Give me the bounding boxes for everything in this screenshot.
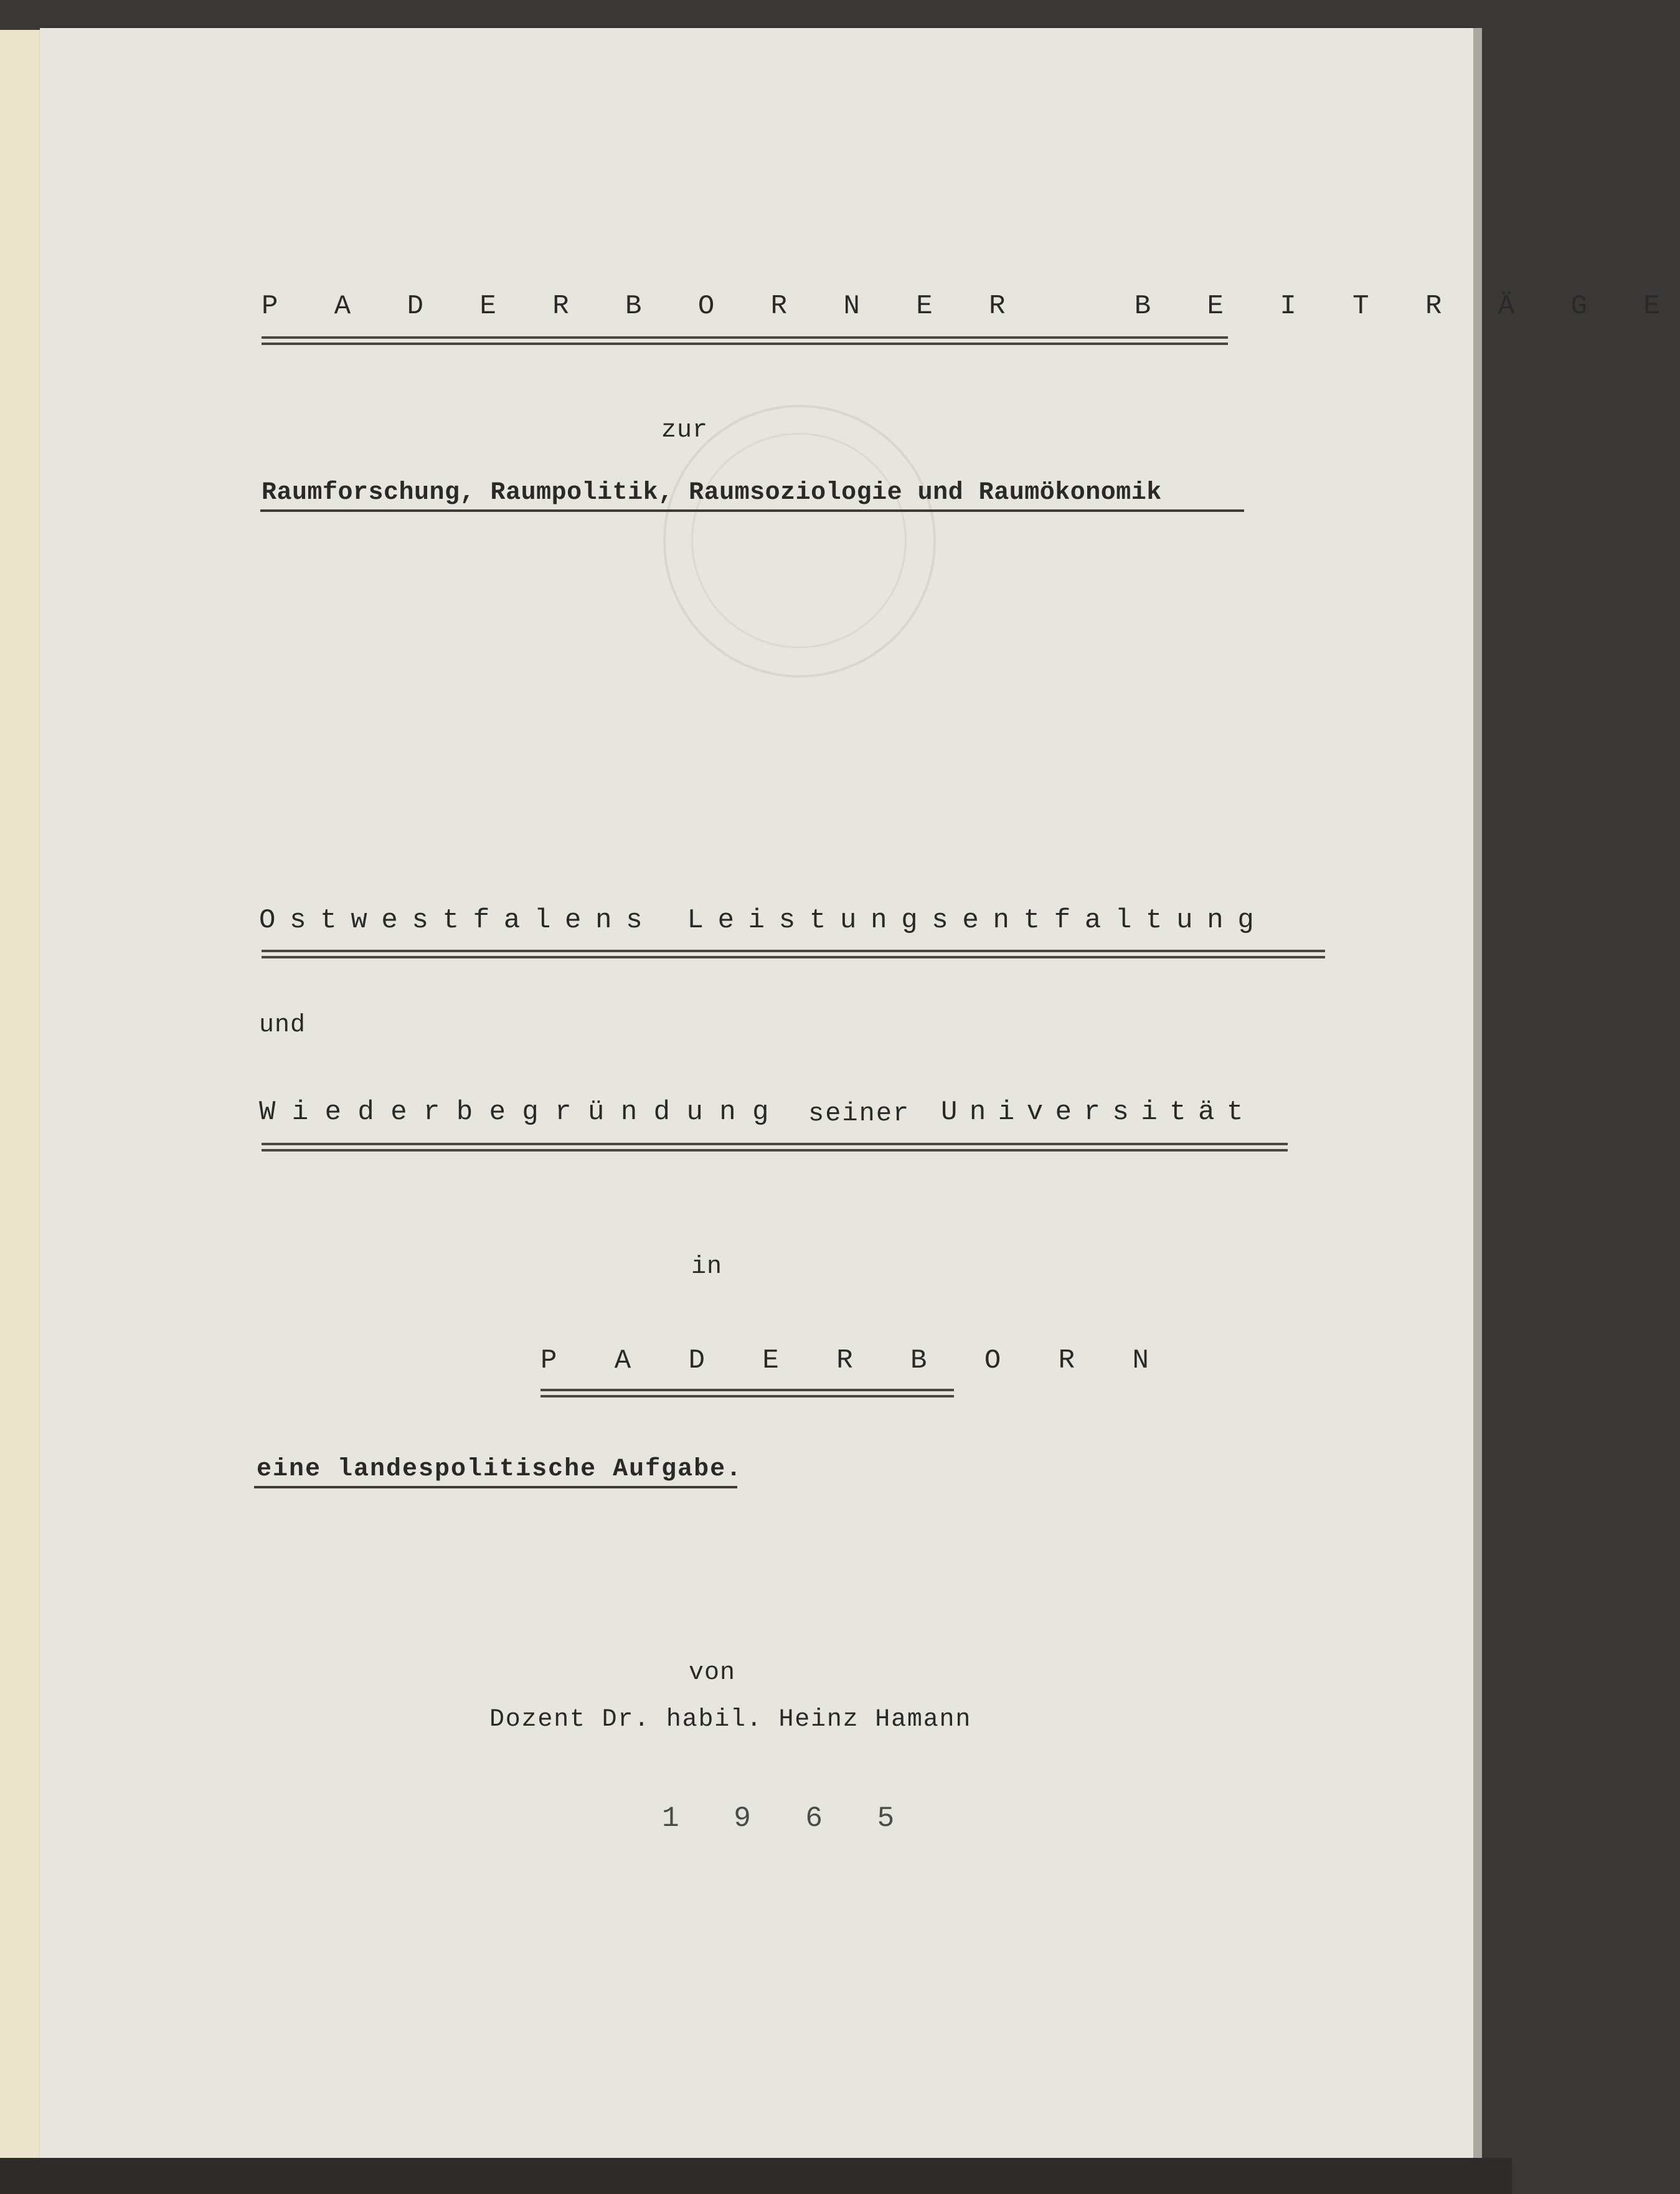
title-line-2-word-3: Universität <box>941 1097 1255 1128</box>
city-underline <box>540 1389 954 1397</box>
title-line-1: Ostwestfalens Leistungsentfaltung <box>259 905 1268 936</box>
in-label: in <box>691 1253 723 1281</box>
document-page <box>40 28 1473 2158</box>
publication-year: 1 9 6 5 <box>662 1802 913 1835</box>
von-label: von <box>689 1659 736 1687</box>
author-name: Dozent Dr. habil. Heinz Hamann <box>489 1706 972 1734</box>
page-edge-shadow <box>1473 28 1482 2158</box>
subjects-underline <box>260 509 1244 512</box>
zur-label: zur <box>661 417 709 445</box>
series-title: P A D E R B O R N E R B E I T R Ä G E <box>262 291 1680 322</box>
und-label: und <box>259 1011 306 1039</box>
subjects-line: Raumforschung, Raumpolitik, Raumsoziologie und Raumökonomik <box>262 479 1162 507</box>
faint-stamp-inner-ring <box>691 433 907 648</box>
task-underline <box>254 1486 737 1488</box>
series-title-underline <box>262 336 1228 345</box>
title-line-2-word-1: Wiederbegründung <box>259 1097 785 1128</box>
city-name: P A D E R B O R N <box>540 1345 1169 1376</box>
title-line-1-underline <box>262 950 1325 958</box>
task-line: eine landespolitische Aufgabe. <box>257 1455 743 1483</box>
title-line-2-underline <box>262 1143 1288 1151</box>
scanner-background <box>0 2158 1512 2194</box>
title-line-2-word-2: seiner <box>808 1099 910 1128</box>
